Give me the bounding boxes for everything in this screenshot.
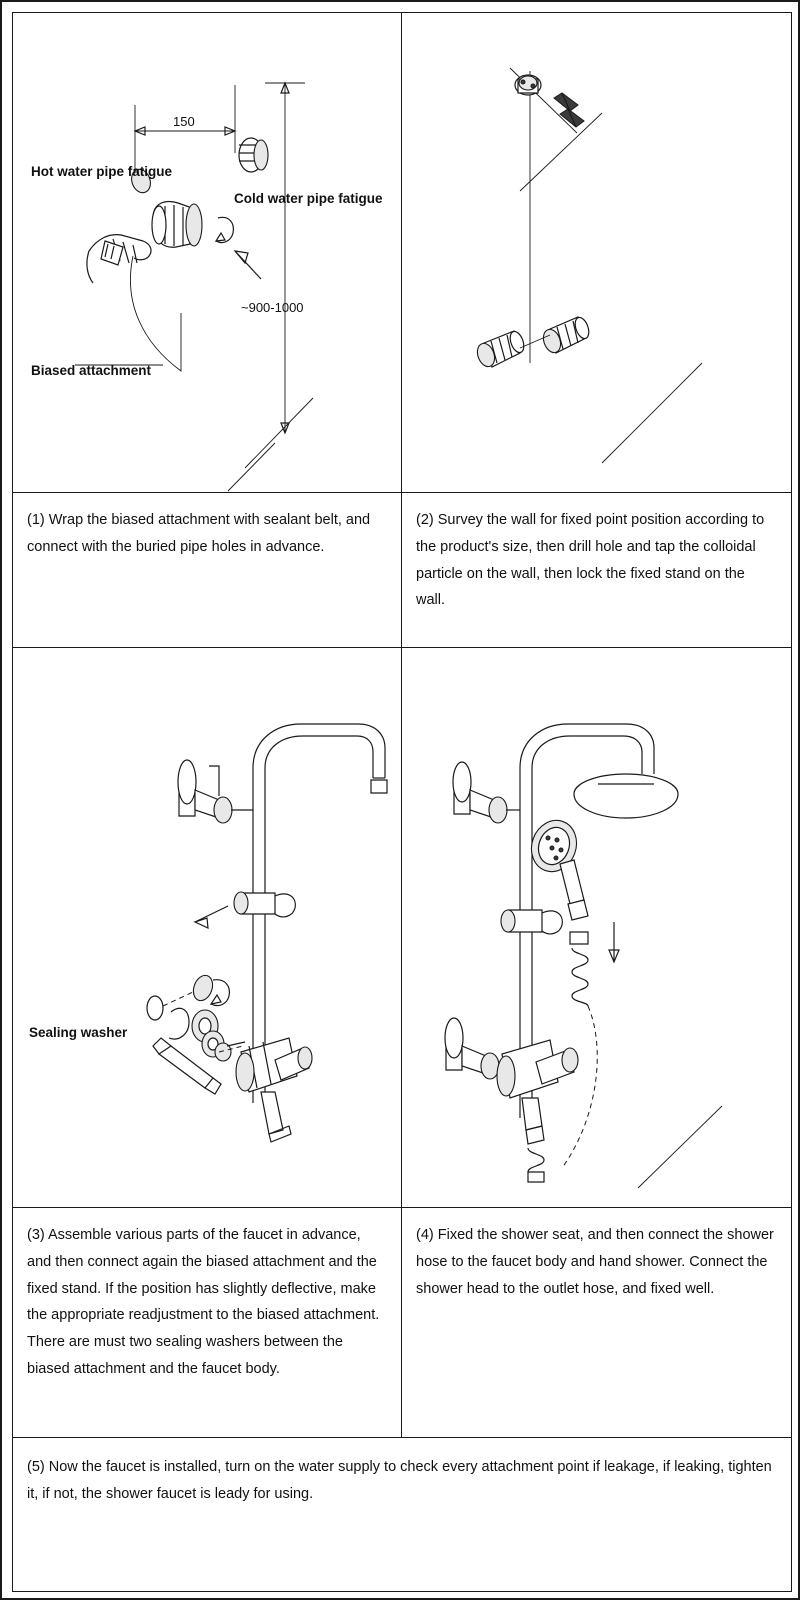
dimension-vertical-label: ~900-1000 xyxy=(241,300,304,315)
direction-arrow-step-3 xyxy=(195,906,228,928)
caption-row-2 xyxy=(13,1208,791,1438)
wall-bracket-upper xyxy=(178,760,232,823)
sealing-washer-label: Sealing washer xyxy=(29,1025,128,1040)
figure-cell-step-3 xyxy=(13,648,402,1208)
figure-step-4 xyxy=(402,648,789,1208)
figure-step-2 xyxy=(402,13,789,493)
caption-step-4: (4) Fixed the shower seat, and then connect the shower hose to the faucet body and hand shower. Connect the shower head to the outlet hose, and fixed well. xyxy=(402,1208,791,1438)
exploded-parts-group xyxy=(147,973,245,1061)
figure-cell-step-2 xyxy=(402,13,791,493)
pipe-fitting-left xyxy=(474,330,526,369)
wall-fitting-left-4 xyxy=(445,1018,499,1079)
faucet-body-4 xyxy=(497,1040,578,1130)
assembly-direction-arrow xyxy=(235,251,261,279)
caption-row-3 xyxy=(13,1438,791,1532)
figure-row-2 xyxy=(13,648,791,1208)
dimension-150-label: 150 xyxy=(173,114,195,129)
shower-holder-bracket xyxy=(234,892,295,917)
hand-shower xyxy=(524,814,588,920)
shower-hose xyxy=(570,932,588,1006)
pipe-fitting-right xyxy=(540,316,591,355)
fixed-stand-upper xyxy=(515,75,541,95)
faucet-body xyxy=(236,1038,312,1142)
figure-row-1 xyxy=(13,13,791,493)
sealant-belt-icon xyxy=(216,217,233,242)
caption-step-1: (1) Wrap the biased attachment with sealant belt, and connect with the buried pipe holes in advance. xyxy=(13,493,402,648)
instruction-grid xyxy=(12,12,792,1592)
cold-water-pipe-fitting xyxy=(239,138,268,172)
hand-icon xyxy=(87,235,151,283)
outlet-hose-connector xyxy=(526,1126,544,1182)
cold-water-pipe-label: Cold water pipe fatigue xyxy=(234,191,383,206)
figure-cell-step-1 xyxy=(13,13,402,493)
screw-icons xyxy=(554,93,584,127)
caption-step-5: (5) Now the faucet is installed, turn on the water supply to check every attachment point if leakage, if leaking, tighten it, if not, the shower faucet is leady for using. xyxy=(27,1459,772,1502)
biased-attachment-fitting xyxy=(152,202,202,248)
figure-step-3 xyxy=(13,648,402,1208)
shower-holder-bracket-4 xyxy=(501,910,562,934)
wall-bracket-upper-4 xyxy=(453,762,520,823)
biased-attachment-label: Biased attachment xyxy=(31,363,152,378)
figure-step-1 xyxy=(13,13,402,493)
shower-head xyxy=(574,774,678,818)
figure-cell-step-4 xyxy=(402,648,791,1208)
caption-step-3: (3) Assemble various parts of the faucet in advance, and then connect again the biased attachment and the fixed stand. If the position has slightly deflective, make the appropriate readjustment to the biased attachment. There are must two sealing washers between the biased attachment and the faucet body. xyxy=(13,1208,402,1438)
caption-step-2: (2) Survey the wall for fixed point position according to the product's size, then drill hole and tap the colloidal particle on the wall, then lock the fixed stand on the wall. xyxy=(402,493,791,648)
hose-direction-arrow xyxy=(609,922,619,962)
caption-row-1 xyxy=(13,493,791,648)
hot-water-pipe-label: Hot water pipe fatigue xyxy=(31,164,173,179)
